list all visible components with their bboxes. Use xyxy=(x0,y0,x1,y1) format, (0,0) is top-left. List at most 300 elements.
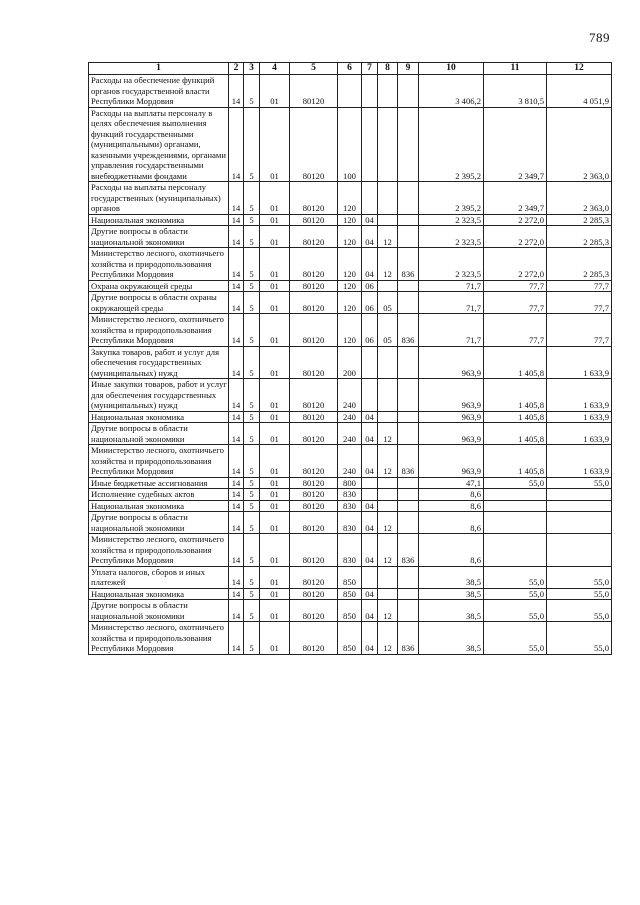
code-cell: 05 xyxy=(378,292,398,314)
table-row xyxy=(89,512,612,534)
row-name-cell: Национальная экономика xyxy=(89,588,229,600)
amount-cell: 55,0 xyxy=(484,622,547,655)
code-cell: 100 xyxy=(338,107,362,182)
code-cell xyxy=(398,423,419,445)
code-cell: 5 xyxy=(244,346,260,379)
column-header: 9 xyxy=(398,63,419,75)
code-cell: 80120 xyxy=(290,600,338,622)
table-row xyxy=(89,489,612,501)
code-cell: 5 xyxy=(244,214,260,226)
amount-cell: 963,9 xyxy=(419,423,484,445)
amount-cell: 38,5 xyxy=(419,622,484,655)
code-cell: 80120 xyxy=(290,566,338,588)
code-cell: 80120 xyxy=(290,445,338,478)
amount-cell: 2 323,5 xyxy=(419,248,484,281)
code-cell: 04 xyxy=(362,512,378,534)
column-header: 6 xyxy=(338,63,362,75)
page-number: 789 xyxy=(589,30,610,45)
code-cell: 14 xyxy=(229,292,244,314)
code-cell xyxy=(398,75,419,108)
code-cell: 01 xyxy=(260,423,290,445)
amount-cell: 71,7 xyxy=(419,314,484,347)
amount-cell: 55,0 xyxy=(547,622,612,655)
code-cell: 05 xyxy=(378,314,398,347)
code-cell xyxy=(398,292,419,314)
row-name-cell: Иные бюджетные ассигнования xyxy=(89,477,229,489)
code-cell: 120 xyxy=(338,292,362,314)
code-cell: 5 xyxy=(244,477,260,489)
code-cell: 14 xyxy=(229,411,244,423)
code-cell: 80120 xyxy=(290,346,338,379)
amount-cell: 2 323,5 xyxy=(419,214,484,226)
amount-cell: 55,0 xyxy=(484,477,547,489)
amount-cell: 77,7 xyxy=(484,280,547,292)
code-cell: 01 xyxy=(260,588,290,600)
code-cell xyxy=(398,182,419,215)
code-cell: 5 xyxy=(244,600,260,622)
code-cell: 04 xyxy=(362,600,378,622)
amount-cell: 2 395,2 xyxy=(419,182,484,215)
code-cell: 01 xyxy=(260,566,290,588)
amount-cell: 2 272,0 xyxy=(484,248,547,281)
code-cell: 04 xyxy=(362,411,378,423)
row-name-cell: Министерство лесного, охотничьего хозяйства и природопользования Республики Мордовия xyxy=(89,534,229,567)
row-name-cell: Национальная экономика xyxy=(89,500,229,512)
code-cell xyxy=(378,500,398,512)
code-cell: 836 xyxy=(398,622,419,655)
code-cell: 80120 xyxy=(290,226,338,248)
amount-cell: 8,6 xyxy=(419,489,484,501)
amount-cell: 2 285,3 xyxy=(547,248,612,281)
code-cell: 12 xyxy=(378,226,398,248)
code-cell: 14 xyxy=(229,500,244,512)
code-cell: 80120 xyxy=(290,182,338,215)
code-cell: 04 xyxy=(362,500,378,512)
column-header: 12 xyxy=(547,63,612,75)
code-cell: 80120 xyxy=(290,588,338,600)
amount-cell: 55,0 xyxy=(547,588,612,600)
table-row xyxy=(89,534,612,567)
code-cell: 01 xyxy=(260,75,290,108)
code-cell xyxy=(378,566,398,588)
amount-cell: 77,7 xyxy=(547,314,612,347)
amount-cell: 1 633,9 xyxy=(547,445,612,478)
code-cell xyxy=(362,346,378,379)
amount-cell: 3 810,5 xyxy=(484,75,547,108)
amount-cell xyxy=(547,534,612,567)
code-cell: 14 xyxy=(229,477,244,489)
code-cell: 830 xyxy=(338,489,362,501)
code-cell: 5 xyxy=(244,248,260,281)
amount-cell: 3 406,2 xyxy=(419,75,484,108)
code-cell: 5 xyxy=(244,280,260,292)
code-cell: 836 xyxy=(398,534,419,567)
amount-cell: 55,0 xyxy=(484,600,547,622)
code-cell xyxy=(398,500,419,512)
row-name-cell: Уплата налогов, сборов и иных платежей xyxy=(89,566,229,588)
table-row xyxy=(89,292,612,314)
code-cell: 14 xyxy=(229,566,244,588)
column-header: 7 xyxy=(362,63,378,75)
code-cell xyxy=(398,379,419,412)
amount-cell: 55,0 xyxy=(547,600,612,622)
code-cell xyxy=(378,588,398,600)
amount-cell: 1 405,8 xyxy=(484,346,547,379)
budget-table xyxy=(88,62,612,655)
code-cell: 01 xyxy=(260,411,290,423)
code-cell: 06 xyxy=(362,292,378,314)
code-cell: 01 xyxy=(260,600,290,622)
code-cell: 01 xyxy=(260,445,290,478)
amount-cell: 963,9 xyxy=(419,411,484,423)
table-row xyxy=(89,500,612,512)
code-cell: 04 xyxy=(362,622,378,655)
code-cell: 01 xyxy=(260,292,290,314)
amount-cell: 963,9 xyxy=(419,379,484,412)
code-cell: 850 xyxy=(338,566,362,588)
code-cell: 80120 xyxy=(290,500,338,512)
amount-cell: 2 363,0 xyxy=(547,107,612,182)
code-cell: 12 xyxy=(378,512,398,534)
table-row xyxy=(89,477,612,489)
amount-cell: 38,5 xyxy=(419,600,484,622)
table-row xyxy=(89,248,612,281)
code-cell xyxy=(378,280,398,292)
amount-cell: 2 395,2 xyxy=(419,107,484,182)
amount-cell: 2 349,7 xyxy=(484,182,547,215)
column-header: 8 xyxy=(378,63,398,75)
amount-cell: 2 363,0 xyxy=(547,182,612,215)
amount-cell: 1 633,9 xyxy=(547,423,612,445)
code-cell: 01 xyxy=(260,182,290,215)
code-cell xyxy=(362,107,378,182)
amount-cell: 1 633,9 xyxy=(547,411,612,423)
code-cell xyxy=(338,75,362,108)
row-name-cell: Исполнение судебных актов xyxy=(89,489,229,501)
code-cell: 5 xyxy=(244,379,260,412)
amount-cell: 77,7 xyxy=(547,292,612,314)
amount-cell: 1 633,9 xyxy=(547,346,612,379)
amount-cell: 963,9 xyxy=(419,346,484,379)
code-cell xyxy=(378,379,398,412)
code-cell: 5 xyxy=(244,107,260,182)
amount-cell: 2 323,5 xyxy=(419,226,484,248)
code-cell: 12 xyxy=(378,248,398,281)
code-cell: 01 xyxy=(260,489,290,501)
amount-cell xyxy=(547,512,612,534)
code-cell: 5 xyxy=(244,445,260,478)
code-cell: 5 xyxy=(244,622,260,655)
code-cell: 240 xyxy=(338,411,362,423)
code-cell: 5 xyxy=(244,588,260,600)
row-name-cell: Расходы на выплаты персоналу в целях обеспечения выполнения функций государственными (муниципальными) органами, казенными учреждениями, органами управления государственными внебюджетными фондами xyxy=(89,107,229,182)
code-cell xyxy=(378,346,398,379)
code-cell: 14 xyxy=(229,226,244,248)
code-cell xyxy=(378,75,398,108)
code-cell: 01 xyxy=(260,214,290,226)
code-cell: 04 xyxy=(362,214,378,226)
code-cell: 01 xyxy=(260,248,290,281)
amount-cell: 55,0 xyxy=(484,588,547,600)
code-cell: 04 xyxy=(362,248,378,281)
row-name-cell: Расходы на обеспечение функций органов государственной власти Республики Мордовия xyxy=(89,75,229,108)
code-cell: 80120 xyxy=(290,75,338,108)
code-cell: 5 xyxy=(244,500,260,512)
code-cell: 80120 xyxy=(290,280,338,292)
code-cell: 12 xyxy=(378,445,398,478)
code-cell: 14 xyxy=(229,423,244,445)
table-row xyxy=(89,280,612,292)
code-cell: 12 xyxy=(378,600,398,622)
code-cell xyxy=(378,411,398,423)
amount-cell: 77,7 xyxy=(484,314,547,347)
code-cell: 5 xyxy=(244,489,260,501)
code-cell: 80120 xyxy=(290,622,338,655)
code-cell xyxy=(398,280,419,292)
code-cell xyxy=(398,489,419,501)
code-cell: 5 xyxy=(244,411,260,423)
code-cell: 80120 xyxy=(290,107,338,182)
code-cell: 14 xyxy=(229,346,244,379)
amount-cell xyxy=(484,534,547,567)
code-cell xyxy=(362,477,378,489)
code-cell xyxy=(398,588,419,600)
code-cell: 06 xyxy=(362,314,378,347)
table-row xyxy=(89,566,612,588)
table-row xyxy=(89,346,612,379)
amount-cell: 2 349,7 xyxy=(484,107,547,182)
code-cell: 14 xyxy=(229,379,244,412)
code-cell: 120 xyxy=(338,214,362,226)
code-cell: 04 xyxy=(362,226,378,248)
code-cell: 80120 xyxy=(290,411,338,423)
code-cell: 14 xyxy=(229,622,244,655)
code-cell: 850 xyxy=(338,600,362,622)
code-cell xyxy=(362,182,378,215)
code-cell xyxy=(378,107,398,182)
amount-cell: 8,6 xyxy=(419,534,484,567)
code-cell xyxy=(398,214,419,226)
code-cell: 120 xyxy=(338,248,362,281)
code-cell: 120 xyxy=(338,226,362,248)
table-row xyxy=(89,445,612,478)
table-row xyxy=(89,411,612,423)
amount-cell: 1 405,8 xyxy=(484,423,547,445)
table-header-row xyxy=(89,63,612,75)
code-cell: 14 xyxy=(229,600,244,622)
table-body xyxy=(89,75,612,655)
code-cell: 01 xyxy=(260,314,290,347)
code-cell: 14 xyxy=(229,182,244,215)
table-row xyxy=(89,314,612,347)
code-cell: 01 xyxy=(260,280,290,292)
amount-cell: 38,5 xyxy=(419,566,484,588)
code-cell: 80120 xyxy=(290,292,338,314)
code-cell xyxy=(398,226,419,248)
table-row xyxy=(89,588,612,600)
code-cell xyxy=(362,489,378,501)
table-row xyxy=(89,107,612,182)
code-cell: 12 xyxy=(378,622,398,655)
table-row xyxy=(89,600,612,622)
code-cell: 5 xyxy=(244,423,260,445)
code-cell: 14 xyxy=(229,489,244,501)
row-name-cell: Другие вопросы в области национальной экономики xyxy=(89,423,229,445)
code-cell: 14 xyxy=(229,75,244,108)
row-name-cell: Национальная экономика xyxy=(89,214,229,226)
code-cell: 830 xyxy=(338,512,362,534)
code-cell: 01 xyxy=(260,512,290,534)
code-cell: 14 xyxy=(229,534,244,567)
amount-cell: 47,1 xyxy=(419,477,484,489)
code-cell xyxy=(378,182,398,215)
code-cell: 14 xyxy=(229,314,244,347)
code-cell: 80120 xyxy=(290,248,338,281)
table-row xyxy=(89,226,612,248)
code-cell: 5 xyxy=(244,292,260,314)
amount-cell xyxy=(547,489,612,501)
amount-cell: 55,0 xyxy=(547,566,612,588)
code-cell xyxy=(398,346,419,379)
amount-cell xyxy=(484,500,547,512)
table-row xyxy=(89,379,612,412)
row-name-cell: Закупка товаров, работ и услуг для обеспечения государственных (муниципальных) нужд xyxy=(89,346,229,379)
code-cell: 04 xyxy=(362,423,378,445)
code-cell: 01 xyxy=(260,107,290,182)
row-name-cell: Другие вопросы в области национальной экономики xyxy=(89,512,229,534)
code-cell: 01 xyxy=(260,622,290,655)
code-cell: 120 xyxy=(338,314,362,347)
code-cell: 14 xyxy=(229,280,244,292)
code-cell: 5 xyxy=(244,512,260,534)
amount-cell: 2 272,0 xyxy=(484,226,547,248)
code-cell xyxy=(398,411,419,423)
code-cell: 200 xyxy=(338,346,362,379)
code-cell: 80120 xyxy=(290,314,338,347)
code-cell: 836 xyxy=(398,314,419,347)
row-name-cell: Национальная экономика xyxy=(89,411,229,423)
code-cell: 120 xyxy=(338,182,362,215)
code-cell xyxy=(378,489,398,501)
table-row xyxy=(89,423,612,445)
code-cell: 01 xyxy=(260,500,290,512)
code-cell xyxy=(362,75,378,108)
column-header: 1 xyxy=(89,63,229,75)
amount-cell: 8,6 xyxy=(419,512,484,534)
code-cell: 04 xyxy=(362,588,378,600)
amount-cell xyxy=(484,489,547,501)
row-name-cell: Охрана окружающей среды xyxy=(89,280,229,292)
code-cell: 01 xyxy=(260,534,290,567)
row-name-cell: Министерство лесного, охотничьего хозяйства и природопользования Республики Мордовия xyxy=(89,314,229,347)
column-header: 11 xyxy=(484,63,547,75)
table-row xyxy=(89,182,612,215)
table-row xyxy=(89,75,612,108)
amount-cell: 4 051,9 xyxy=(547,75,612,108)
code-cell: 01 xyxy=(260,477,290,489)
code-cell: 80120 xyxy=(290,477,338,489)
code-cell: 5 xyxy=(244,534,260,567)
amount-cell: 71,7 xyxy=(419,280,484,292)
code-cell: 240 xyxy=(338,423,362,445)
code-cell: 836 xyxy=(398,248,419,281)
column-header: 5 xyxy=(290,63,338,75)
amount-cell: 1 405,8 xyxy=(484,379,547,412)
code-cell: 14 xyxy=(229,248,244,281)
code-cell: 04 xyxy=(362,534,378,567)
code-cell: 01 xyxy=(260,226,290,248)
code-cell: 12 xyxy=(378,534,398,567)
code-cell: 5 xyxy=(244,182,260,215)
column-header: 10 xyxy=(419,63,484,75)
code-cell: 01 xyxy=(260,346,290,379)
row-name-cell: Расходы на выплаты персоналу государственных (муниципальных) органов xyxy=(89,182,229,215)
code-cell xyxy=(362,379,378,412)
code-cell: 06 xyxy=(362,280,378,292)
code-cell: 5 xyxy=(244,226,260,248)
amount-cell: 77,7 xyxy=(547,280,612,292)
amount-cell: 1 633,9 xyxy=(547,379,612,412)
code-cell: 830 xyxy=(338,500,362,512)
amount-cell: 8,6 xyxy=(419,500,484,512)
column-header: 2 xyxy=(229,63,244,75)
row-name-cell: Министерство лесного, охотничьего хозяйства и природопользования Республики Мордовия xyxy=(89,622,229,655)
code-cell: 01 xyxy=(260,379,290,412)
code-cell: 80120 xyxy=(290,534,338,567)
code-cell: 14 xyxy=(229,214,244,226)
code-cell: 850 xyxy=(338,588,362,600)
code-cell: 5 xyxy=(244,566,260,588)
code-cell: 14 xyxy=(229,588,244,600)
table-row xyxy=(89,214,612,226)
amount-cell: 2 285,3 xyxy=(547,214,612,226)
amount-cell xyxy=(547,500,612,512)
column-header: 3 xyxy=(244,63,260,75)
code-cell: 12 xyxy=(378,423,398,445)
code-cell xyxy=(362,566,378,588)
amount-cell: 77,7 xyxy=(484,292,547,314)
code-cell: 5 xyxy=(244,75,260,108)
amount-cell: 55,0 xyxy=(547,477,612,489)
code-cell xyxy=(378,477,398,489)
code-cell: 80120 xyxy=(290,423,338,445)
code-cell: 80120 xyxy=(290,512,338,534)
row-name-cell: Министерство лесного, охотничьего хозяйства и природопользования Республики Мордовия xyxy=(89,248,229,281)
code-cell: 850 xyxy=(338,622,362,655)
code-cell xyxy=(398,107,419,182)
code-cell: 80120 xyxy=(290,379,338,412)
amount-cell xyxy=(484,512,547,534)
code-cell: 14 xyxy=(229,445,244,478)
amount-cell: 963,9 xyxy=(419,445,484,478)
amount-cell: 55,0 xyxy=(484,566,547,588)
code-cell xyxy=(378,214,398,226)
row-name-cell: Иные закупки товаров, работ и услуг для обеспечения государственных (муниципальных) нужд xyxy=(89,379,229,412)
code-cell xyxy=(398,566,419,588)
code-cell: 80120 xyxy=(290,214,338,226)
row-name-cell: Другие вопросы в области национальной экономики xyxy=(89,600,229,622)
code-cell: 800 xyxy=(338,477,362,489)
amount-cell: 71,7 xyxy=(419,292,484,314)
code-cell: 80120 xyxy=(290,489,338,501)
amount-cell: 2 272,0 xyxy=(484,214,547,226)
table-row xyxy=(89,622,612,655)
code-cell xyxy=(398,477,419,489)
code-cell xyxy=(398,512,419,534)
code-cell: 04 xyxy=(362,445,378,478)
code-cell xyxy=(398,600,419,622)
amount-cell: 38,5 xyxy=(419,588,484,600)
